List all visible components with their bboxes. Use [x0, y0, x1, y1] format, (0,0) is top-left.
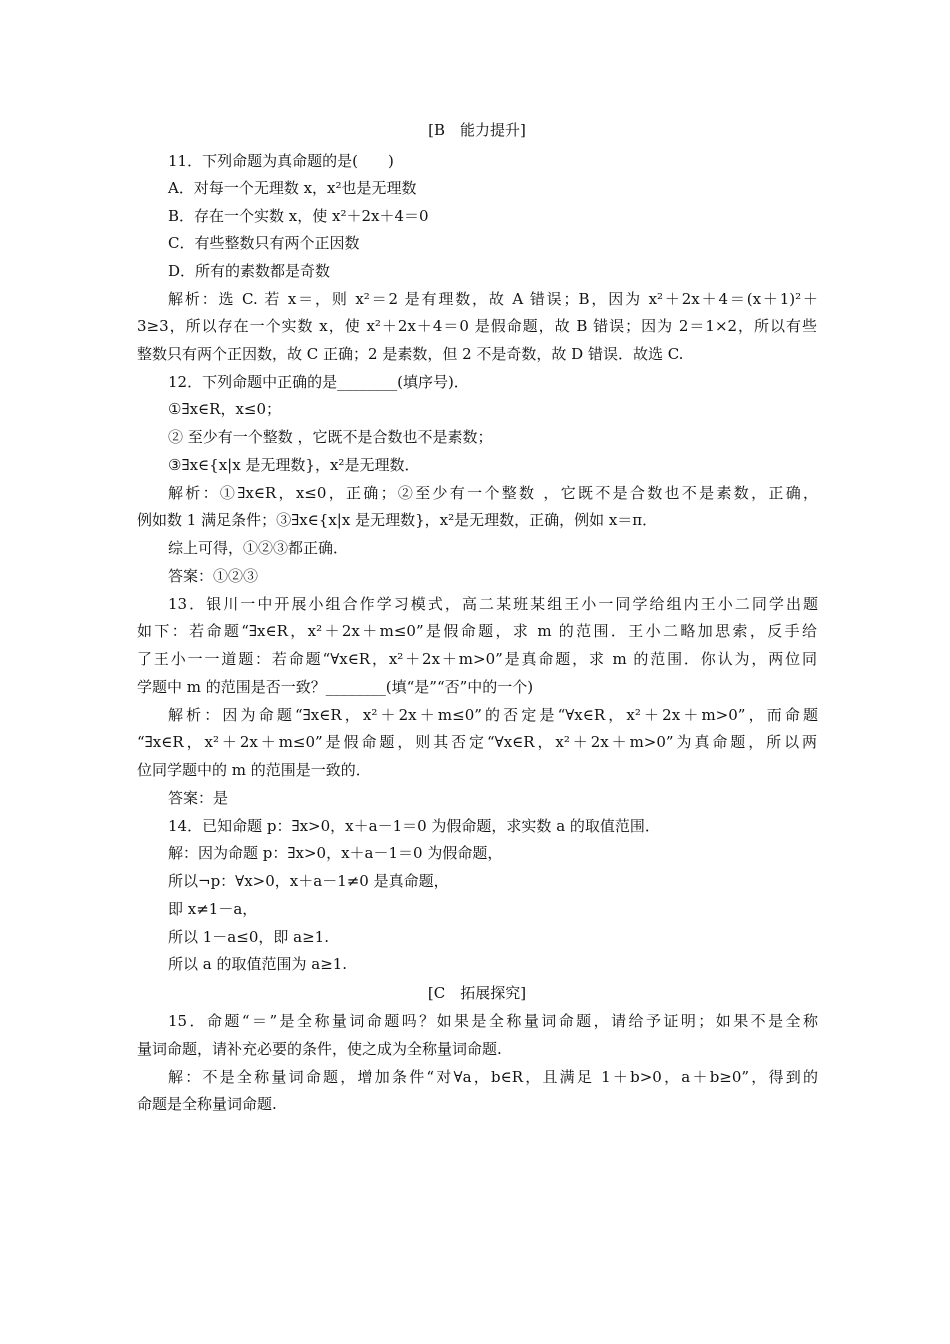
question-12-item: ③∃x∈{x|x 是无理数}，x²是无理数．: [168, 456, 420, 474]
question-14-stem: 14．已知命题 p：∃x>0，x＋a－1＝0 为假命题，求实数 a 的取值范围．: [168, 817, 660, 835]
question-11-option-d: D．所有的素数都是奇数: [168, 262, 331, 280]
question-13-stem-line: 学题中 m 的范围是否一致？________(填“是”“否”中的一个): [137, 678, 534, 696]
question-11-option-a: A．对每一个无理数 x，x²也是无理数: [168, 179, 417, 197]
question-12-item: ①∃x∈R，x≤0；: [168, 400, 282, 418]
question-13-stem-line: 了王小一一道题：若命题“∀x∈R，x²＋2x＋m>0”是真命题，求 m 的范围．你认为，两位同: [137, 650, 817, 668]
section-heading-b: [B 能力提升]: [428, 121, 526, 139]
question-12-stem: 12．下列命题中正确的是________(填序号)．: [168, 373, 469, 391]
question-12-analysis-line: 例如数 1 满足条件；③∃x∈{x|x 是无理数}，x²是无理数，正确，例如 x＝π．: [137, 511, 658, 529]
question-14-solution-line: 所以¬p：∀x>0，x＋a－1≠0 是真命题，: [168, 872, 449, 890]
question-12-item: ② 至少有一个整数 ，它既不是合数也不是素数；: [168, 428, 493, 446]
question-11-analysis-line: 解析：选 C. 若 x＝，则 x²＝2 是有理数，故 A 错误；B，因为 x²＋2x＋4＝(x＋1)²＋: [168, 290, 818, 308]
question-12-analysis-line: 解析：①∃x∈R，x≤0，正确；②至少有一个整数 ，它既不是合数也不是素数，正确，: [168, 484, 818, 502]
question-11-analysis-line: 整数只有两个正因数，故 C 正确；2 是素数，但 2 不是奇数，故 D 错误．故选 C.: [137, 345, 684, 363]
section-heading-c: [C 拓展探究]: [427, 984, 527, 1002]
question-13-answer: 答案：是: [168, 789, 229, 807]
question-12-summary: 综上可得，①②③都正确．: [168, 539, 349, 557]
question-11-analysis-line: 3≥3，所以存在一个实数 x，使 x²＋2x＋4＝0 是假命题，故 B 错误；因为 2＝1×2，所以有些: [137, 317, 817, 335]
question-15-solution-line: 解：不是全称量词命题，增加条件“对∀a，b∈R，且满足 1＋b>0，a＋b≥0”，得到的: [168, 1068, 818, 1086]
question-14-solution-line: 所以 1－a≤0，即 a≥1.: [168, 928, 329, 946]
question-14-solution-line: 解：因为命题 p：∃x>0，x＋a－1＝0 为假命题，: [168, 844, 503, 862]
question-15-stem-line: 15．命题“＝”是全称量词命题吗？如果是全称量词命题，请给予证明；如果不是全称: [168, 1012, 818, 1030]
question-13-analysis-line: 解析：因为命题“∃x∈R，x²＋2x＋m≤0”的否定是“∀x∈R，x²＋2x＋m>0”，而命题: [168, 706, 818, 724]
question-11-option-c: C．有些整数只有两个正因数: [168, 234, 360, 252]
question-11-option-b: B．存在一个实数 x，使 x²＋2x＋4＝0: [168, 207, 429, 225]
question-13-stem-line: 13．银川一中开展小组合作学习模式，高二某班某组王小一同学给组内王小二同学出题: [168, 595, 818, 613]
question-14-solution-line: 所以 a 的取值范围为 a≥1.: [168, 955, 348, 973]
question-15-solution-line: 命题是全称量词命题.: [137, 1095, 277, 1113]
question-14-solution-line: 即 x≠1－a，: [168, 900, 258, 918]
question-13-stem-line: 如下：若命题“∃x∈R，x²＋2x＋m≤0”是假命题，求 m 的范围．王小二略加思索，反手给: [137, 622, 817, 640]
question-12-answer: 答案：①②③: [168, 567, 259, 585]
question-15-stem-line: 量词命题，请补充必要的条件，使之成为全称量词命题.: [137, 1040, 502, 1058]
question-11-stem: 11．下列命题为真命题的是( ): [168, 152, 394, 170]
question-13-analysis-line: “∃x∈R，x²＋2x＋m≤0”是假命题，则其否定“∀x∈R，x²＋2x＋m>0”为真命题，所以两: [137, 733, 817, 751]
question-13-analysis-line: 位同学题中的 m 的范围是一致的．: [137, 761, 371, 779]
